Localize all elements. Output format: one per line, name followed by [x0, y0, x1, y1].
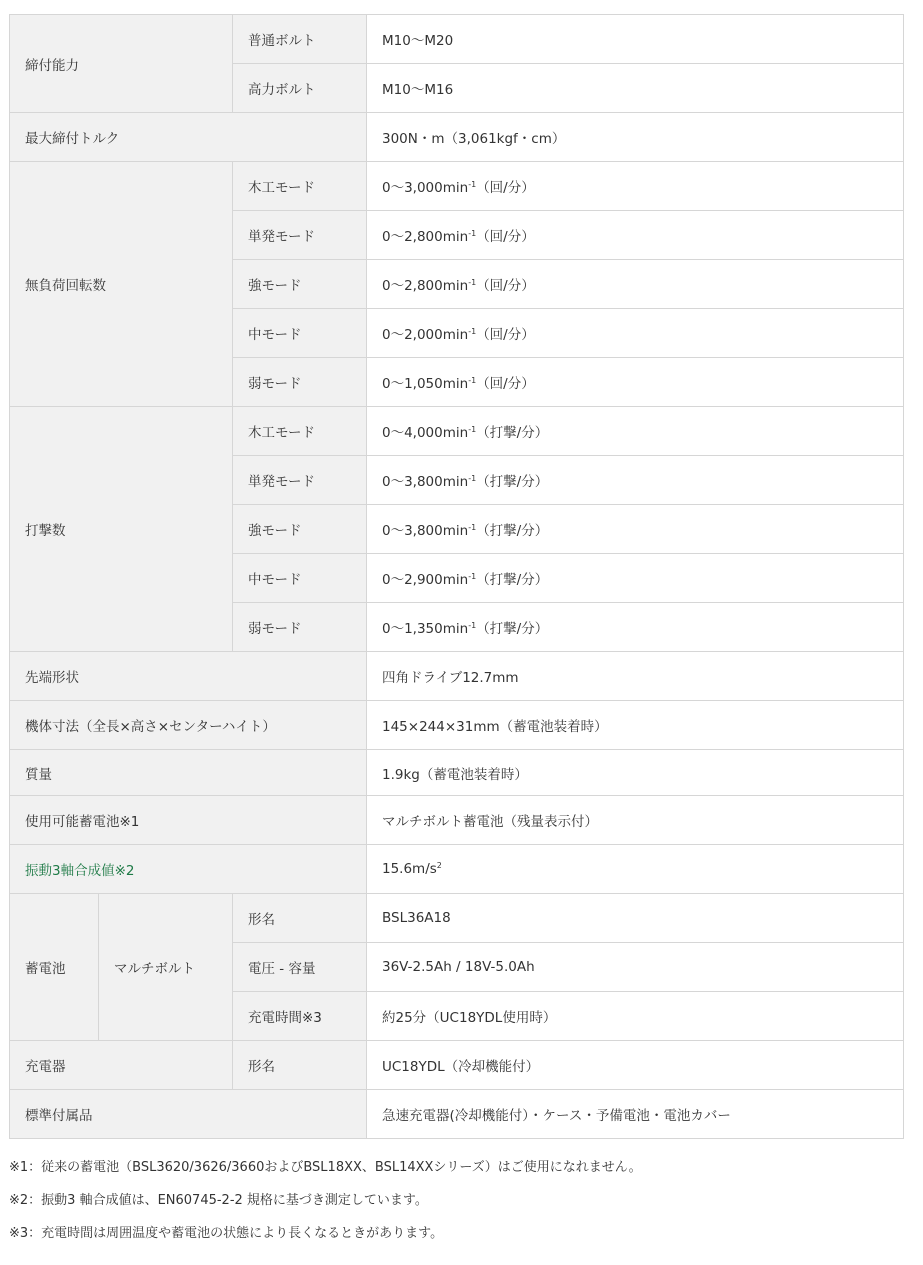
table-row [10, 162, 904, 211]
speed-value: 0〜$1,050\min^{-1}$（回/分） [367, 358, 904, 407]
mode-label: 弱モード [233, 358, 367, 407]
high-strength-bolt-label: 高力ボルト [233, 64, 367, 113]
footnote-2: ※2：振動3 軸合成値は、EN60745-2-2 規格に基づき測定しています。 [9, 1193, 428, 1208]
accessories-value: 急速充電器(冷却機能付）・ケース・予備電池・電池カバー [367, 1090, 904, 1139]
battery-model-label: 形名 [233, 894, 367, 943]
battery-voltage-label: 電圧 - 容量 [233, 943, 367, 992]
mode-label: 中モード [233, 554, 367, 603]
speed-value: 0〜$2,800\min^{-1}$（回/分） [367, 260, 904, 309]
high-strength-bolt-value: M10〜M16 [367, 64, 904, 113]
table-row [10, 652, 904, 701]
ordinary-bolt-value: M10〜M20 [367, 15, 904, 64]
impact-value: 0〜$4,000\min^{-1}$（打撃/分） [367, 407, 904, 456]
table-row [10, 113, 904, 162]
table-row [10, 845, 904, 894]
impact-value: 0〜$1,350\min^{-1}$（打撃/分） [367, 603, 904, 652]
mode-label: 単発モード [233, 456, 367, 505]
max-torque-value: 300N・m（3,061kgf・cm） [367, 113, 904, 162]
mass-value: 1.9kg（蓄電池装着時） [367, 750, 904, 796]
table-row [10, 407, 904, 456]
impact-value: 0〜$3,800\min^{-1}$（打撃/分） [367, 505, 904, 554]
dimensions-value: 145×244×31mm（蓄電池装着時） [367, 701, 904, 750]
vibration-link[interactable]: 振動3軸合成値※2 [10, 845, 367, 894]
table-row [10, 796, 904, 845]
charger-model-value: UC18YDL（冷却機能付） [367, 1041, 904, 1090]
speed-value: 0〜$3,000\min^{-1}$（回/分） [367, 162, 904, 211]
mode-label: 強モード [233, 260, 367, 309]
table-row [10, 701, 904, 750]
speed-value: 0〜$2,000\min^{-1}$（回/分） [367, 309, 904, 358]
tip-shape-value: 四角ドライブ12.7mm [367, 652, 904, 701]
mode-label: 中モード [233, 309, 367, 358]
tip-shape-label: 先端形状 [10, 652, 367, 701]
battery-type-label: マルチボルト [99, 894, 233, 1041]
table-row [10, 750, 904, 796]
mass-label: 質量 [10, 750, 367, 796]
tightening-label: 締付能力 [10, 15, 233, 113]
table-row [10, 894, 904, 943]
impact-value: 0〜$3,800\min^{-1}$（打撃/分） [367, 456, 904, 505]
charge-time-value: 約25分（UC18YDL使用時） [367, 992, 904, 1041]
max-torque-label: 最大締付トルク [10, 113, 367, 162]
battery-model-value: BSL36A18 [367, 894, 904, 943]
accessories-label: 標準付属品 [10, 1090, 367, 1139]
vibration-value: $15.6m/s^2$ [367, 845, 904, 894]
impact-value: 0〜$2,900\min^{-1}$（打撃/分） [367, 554, 904, 603]
mode-label: 木工モード [233, 407, 367, 456]
footnotes [9, 1158, 642, 1257]
no-load-speed-label: 無負荷回転数 [10, 162, 233, 407]
footnote-3: ※3：充電時間は周囲温度や蓄電池の状態により長くなるときがあります。 [9, 1226, 444, 1241]
table-row [10, 1041, 904, 1090]
usable-battery-value: マルチボルト蓄電池（残量表示付） [367, 796, 904, 845]
speed-value: 0〜$2,800\min^{-1}$（回/分） [367, 211, 904, 260]
mode-label: 木工モード [233, 162, 367, 211]
battery-label: 蓄電池 [10, 894, 99, 1041]
usable-battery-label: 使用可能蓄電池※1 [10, 796, 367, 845]
battery-voltage-value: 36V-2.5Ah / 18V-5.0Ah [367, 943, 904, 992]
charge-time-label: 充電時間※3 [233, 992, 367, 1041]
mode-label: 弱モード [233, 603, 367, 652]
table-row [10, 15, 904, 64]
mode-label: 単発モード [233, 211, 367, 260]
mode-label: 強モード [233, 505, 367, 554]
charger-label: 充電器 [10, 1041, 233, 1090]
charger-model-label: 形名 [233, 1041, 367, 1090]
dimensions-label: 機体寸法（全長×高さ×センターハイト） [10, 701, 367, 750]
spec-table [9, 14, 904, 1139]
impact-rate-label: 打撃数 [10, 407, 233, 652]
table-row [10, 1090, 904, 1139]
footnote-1: ※1：従来の蓄電池（BSL3620/3626/3660およびBSL18XX、BSL14XXシリーズ）はご使用になれません。 [9, 1160, 642, 1175]
ordinary-bolt-label: 普通ボルト [233, 15, 367, 64]
